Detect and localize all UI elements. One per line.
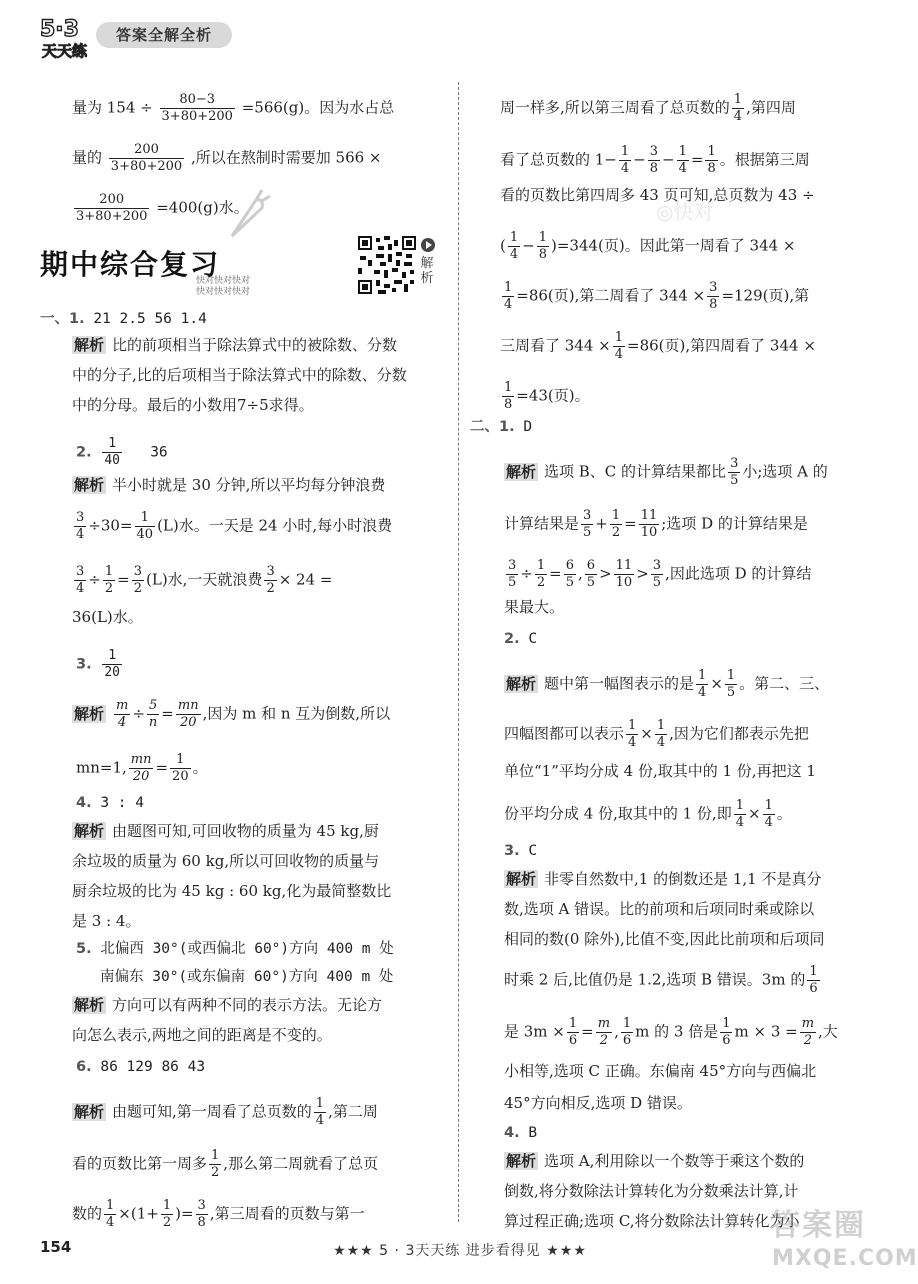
p2q4-explain-1: 解析 选项 A,利用除以一个数等于乘这个数的 [506,1152,805,1170]
intro-line-3: $\frac{200}{3+80+200}$ =400(g)水。 [76,192,249,224]
r-cont-6: 三周看了 344 × $\frac{1}{4}$ =86(页),第四周看了 344 × [500,330,816,362]
p2q2-explain-4: 份平均分成 4 份,取其中的 1 份,即 $\frac{1}{4}$ × $\frac{1}{4}$ 。 [504,798,792,830]
p2q1-explain-1: 解析 选项 B、C 的计算结果都比 $\frac{3}{5}$ 小;选项 A 的 [506,456,828,488]
qr-code-icon[interactable] [358,236,416,294]
r-cont-5: $\frac{1}{4}$ =86(页),第二周看了 344 × $\frac{3}{8}$ =129(页),第 [504,280,810,312]
intro-line-2: 量的 $\frac{200}{3+80+200}$ ,所以在熬制时需要加 566 × [72,142,382,174]
p2q3-explain-7: 45°方向相反,选项 D 错误。 [504,1094,692,1112]
q5-answer-1: 5. 北偏西 30°(或西偏北 60°)方向 400 m 处 [76,941,394,957]
column-divider [458,82,459,1222]
q1-answer: 一、1. 21 2.5 56 1.4 [40,311,207,327]
p2q3-explain-3: 相同的数(0 除外),比值不变,因此比前项和后项同 [504,930,825,948]
q2-explain-1: 解析 半小时就是 30 分钟,所以平均每分钟浪费 [74,476,386,494]
q1-explain-1: 解析 比的前项相当于除法算式中的被除数、分数 [74,336,398,354]
p2q1-explain-3: $\frac{3}{5}$ ÷ $\frac{1}{2}$ = $\frac{6}{5}$ , $\frac{6}{5}$ > $\frac{11}{10}$ > $\frac{3}{5}$ ,因此选项 D 的计算结 [508,558,812,590]
carrot-decoration-icon [222,186,272,242]
p2q3-explain-2: 数,选项 A 错误。比的前项和后项同时乘或除以 [504,900,815,918]
q5-answer-2: 南偏东 30°(或东偏南 60°)方向 400 m 处 [100,969,394,985]
p2q1-explain-2: 计算结果是 $\frac{3}{5}$ + $\frac{1}{2}$ = $\frac{11}{10}$ ;选项 D 的计算结果是 [504,508,808,540]
svg-text:5·3: 5·3 [40,17,79,42]
page-number: 154 [40,1238,72,1256]
r-cont-4: ( $\frac{1}{4}$ − $\frac{1}{8}$ )=344(页)。因此第一周看了 344 × [500,230,796,262]
svg-text:天天练: 天天练 [42,42,88,60]
site-watermark: 答案圈 MXQE.COM [770,1208,918,1271]
r-cont-2: 看了总页数的 1− $\frac{1}{4}$ − $\frac{3}{8}$ − $\frac{1}{4}$ = $\frac{1}{8}$ 。根据第三周 [500,144,810,176]
p2q3-explain-6: 小相等,选项 C 正确。东偏南 45°方向与西偏北 [504,1062,817,1080]
p2q1-explain-4: 果最大。 [504,598,565,616]
q4-explain-3: 厨余垃圾的比为 45 kg : 60 kg,化为最简整数比 [72,882,392,900]
intro-line-1: 量为 154 ÷ $\frac{80-3}{3+80+200}$ =566(g)。因为水占总 [72,92,395,124]
q4-explain-4: 是 3 : 4。 [72,912,141,930]
q5-explain-1: 解析 方向可以有两种不同的表示方法。无论方 [74,996,383,1014]
r-cont-1: 周一样多,所以第三周看了总页数的 $\frac{1}{4}$ ,第四周 [500,92,796,124]
q6-explain-2: 看的页数比第一周多 $\frac{1}{2}$ ,那么第二周就看了总页 [72,1148,379,1180]
r-cont-3: 看的页数比第四周多 43 页可知,总页数为 43 ÷ [500,186,815,204]
kuaidui-watermark-icon: ◎快对 [656,200,714,224]
p2q2-answer: 2. C [504,631,538,647]
q2-explain-2: $\frac{3}{4}$ ÷30= $\frac{1}{40}$ (L)水。一天是 24 小时,每小时浪费 [76,510,393,542]
qr-label: 解析 [420,256,434,286]
p2q4-explain-3: 算过程正确;选项 C,将分数除法计算转化为小 [504,1212,800,1230]
p2q1-answer: 二、1. D [470,419,533,435]
q3-explain-1: 解析 $\frac{m}{4}$ ÷ $\frac{5}{n}$ = $\frac{mn}{20}$ ,因为 m 和 n 互为倒数,所以 [74,698,391,730]
r-cont-7: $\frac{1}{8}$ =43(页)。 [504,380,590,412]
q6-explain-1: 解析 由题可知,第一周看了总页数的 $\frac{1}{4}$ ,第二周 [74,1096,378,1128]
q2-answer: 2. $\frac{1}{40}$ 36 [76,436,168,468]
p2q2-explain-1: 解析 题中第一幅图表示的是 $\frac{1}{4}$ × $\frac{1}{5}$ 。第二、三、 [506,668,830,700]
q4-answer: 4. 3 : 4 [76,795,144,811]
footer-slogan: ★★★ 5 · 3天天练 进步看得见 ★★★ [333,1243,587,1259]
play-icon[interactable] [421,238,435,252]
p2q2-explain-2: 四幅图都可以表示 $\frac{1}{4}$ × $\frac{1}{4}$ ,因为它们都表示先把 [504,718,809,750]
p2q4-explain-2: 倒数,将分数除法计算转化为分数乘法计算,计 [504,1182,799,1200]
q6-explain-3: 数的 $\frac{1}{4}$ ×(1+ $\frac{1}{2}$ )= $\frac{3}{8}$ ,第三周看的页数与第一 [72,1198,365,1230]
q5-explain-2: 向怎么表示,两地之间的距离是不变的。 [72,1026,332,1044]
p2q3-explain-5: 是 3m × $\frac{1}{6}$ = $\frac{m}{2}$ , $\frac{1}{6}$ m 的 3 倍是 $\frac{1}{6}$ m × 3 = $\frac{m}{2}$ ,大 [504,1016,838,1048]
p2q3-explain-1: 解析 非零自然数中,1 的倒数还是 1,1 不是真分 [506,870,822,888]
q6-answer: 6. 86 129 86 43 [76,1059,206,1075]
q2-explain-4: 36(L)水。 [72,608,143,626]
section-motto: 快对快对快对 快对快对快对 [196,276,251,297]
section-title: 期中综合复习 [40,248,221,281]
q2-explain-3: $\frac{3}{4}$ ÷ $\frac{1}{2}$ = $\frac{3}{2}$ (L)水,一天就浪费 $\frac{3}{2}$ × 24 = [76,564,333,596]
p2q3-explain-4: 时乘 2 后,比值仍是 1.2,选项 B 错误。3m 的 $\frac{1}{6}$ [504,964,818,996]
q1-explain-3: 中的分母。最后的小数用7÷5求得。 [72,396,314,414]
p2q2-explain-3: 单位“1”平均分成 4 份,取其中的 1 份,再把这 1 [504,762,816,780]
q3-explain-2: mn=1, $\frac{mn}{20}$ = $\frac{1}{20}$ 。 [76,752,208,784]
q3-answer: 3. $\frac{1}{20}$ [76,648,120,680]
q4-explain-2: 余垃圾的质量为 60 kg,所以可回收物的质量与 [72,852,380,870]
q4-explain-1: 解析 由题图可知,可回收物的质量为 45 kg,厨 [74,822,379,840]
brand-logo [38,14,98,60]
header-title: 答案全解全析 [96,22,232,48]
p2q3-answer: 3. C [504,843,538,859]
q1-explain-2: 中的分子,比的后项相当于除法算式中的除数、分数 [72,366,407,384]
p2q4-answer: 4. B [504,1125,538,1141]
